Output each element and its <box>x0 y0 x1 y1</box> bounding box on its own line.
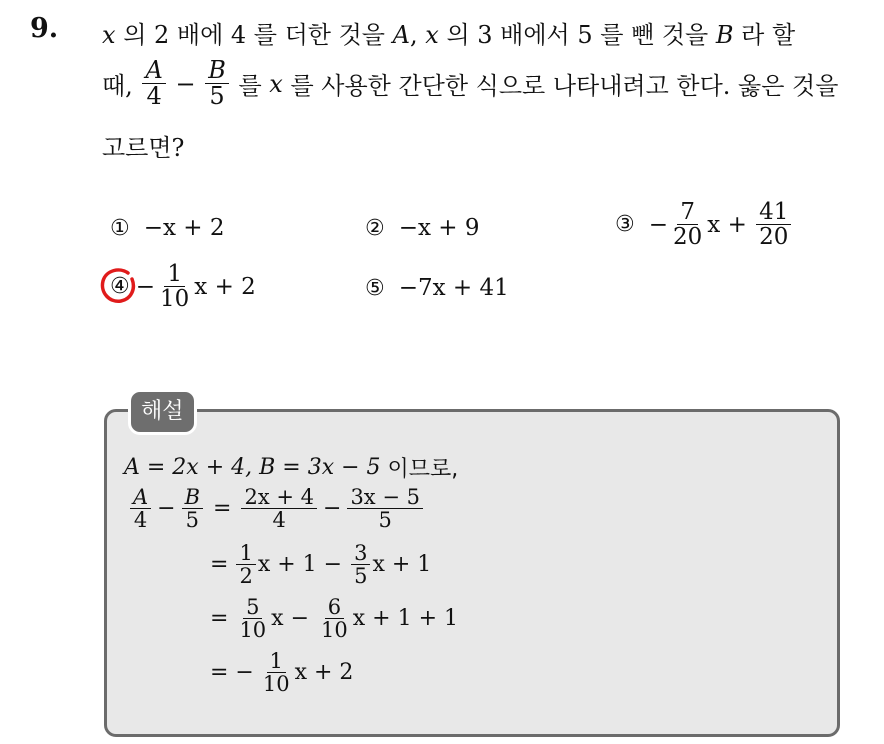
question-line-2: 때, $\frac{A}{4}$ − $\frac{B}{5}$ 를 x 를 사용한 간단한 식으로 나타내려고 한다. 옳은 것을 <box>102 56 839 111</box>
solution-line-1: A = 2x + 4, B = 3x − 5 이므로, <box>124 455 459 482</box>
choice-1[interactable]: ① −x + 2 <box>110 215 225 241</box>
choice-2[interactable]: ② −x + 9 <box>365 215 480 241</box>
solution-row-2: = $\frac{1}{2}$ x + 1 − $\frac{3}{5}$ x + 1 <box>210 541 432 589</box>
fraction-a-over-4: $\frac{A}{4}$ <box>142 58 165 109</box>
fraction-b-over-5: $\frac{B}{5}$ <box>205 58 229 109</box>
solution-row-4: = − $\frac{1}{10}$ x + 2 <box>210 649 354 697</box>
solution-tag: 해설 <box>128 389 197 435</box>
choice-4[interactable]: ④ − $\frac{1}{10}$ x + 2 <box>110 261 256 313</box>
choice-3[interactable]: ③ − $\frac{7}{20}$ x + $\frac{41}{20}$ <box>615 200 793 249</box>
question-number: 9. <box>30 13 59 44</box>
solution-row-1: $\frac{A}{4}$ − $\frac{B}{5}$ = $\frac{2x + 4}{4}$ − $\frac{3x - 5}{5}$ <box>128 486 425 531</box>
solution-row-3: = $\frac{5}{10}$ x − $\frac{6}{10}$ x + 1 + 1 <box>210 595 458 643</box>
question-line-1: x 의 2 배에 4 를 더한 것을 A, x 의 3 배에서 5 를 뺀 것을 B 라 할 <box>102 21 796 49</box>
question-line-3: 고르면? <box>102 134 185 162</box>
answer-circle-mark <box>98 265 140 307</box>
choice-5[interactable]: ⑤ −7x + 41 <box>365 275 509 301</box>
